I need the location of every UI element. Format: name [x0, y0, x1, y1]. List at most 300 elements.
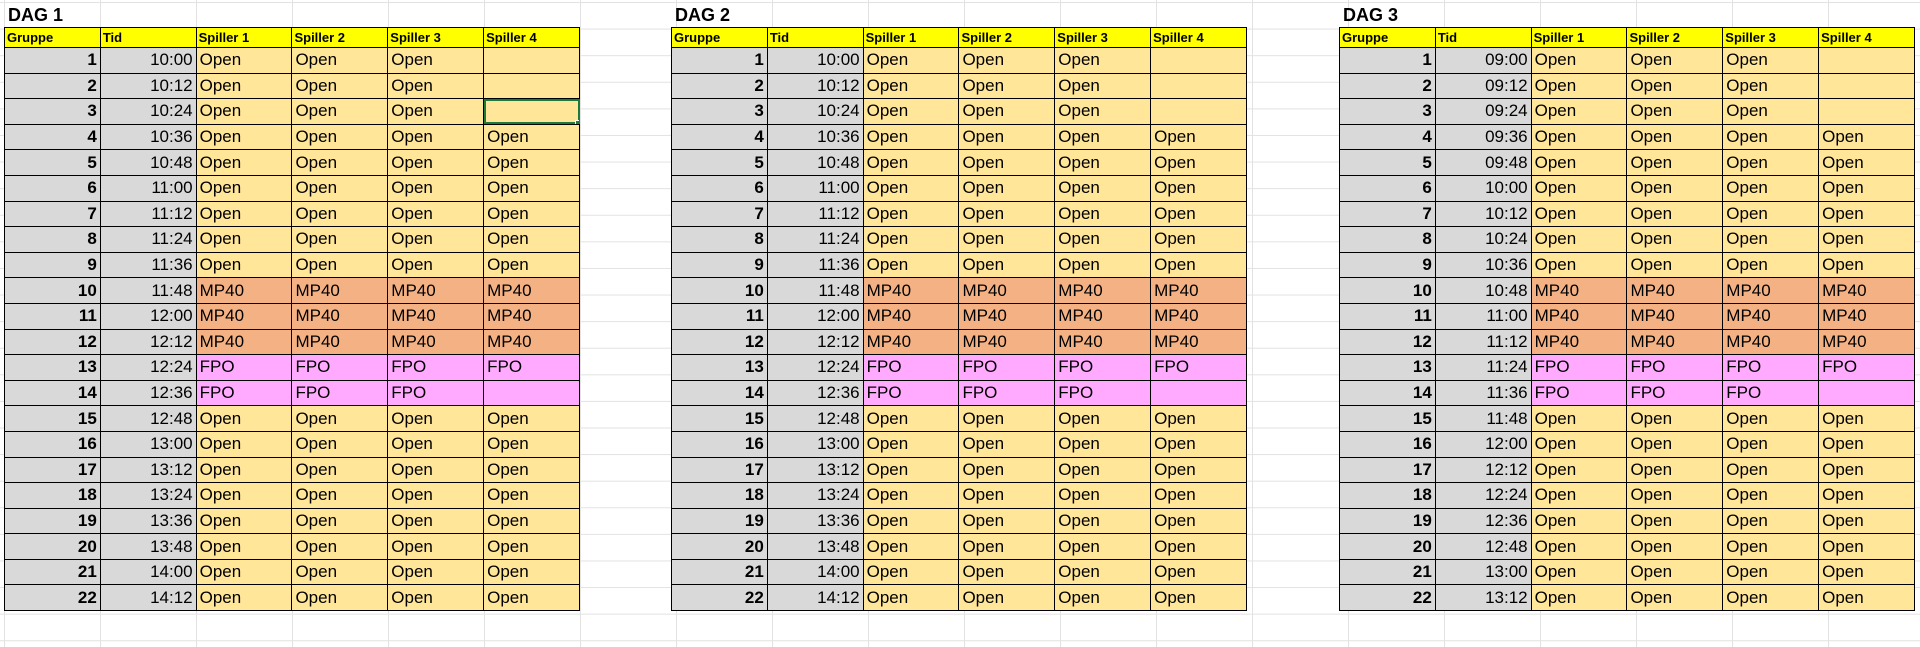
player-cell[interactable]: Open [1531, 124, 1627, 150]
time-cell[interactable]: 10:24 [1435, 227, 1531, 253]
player-cell[interactable]: Open [388, 534, 484, 560]
player-cell[interactable]: Open [1151, 585, 1247, 611]
player-cell[interactable]: Open [1723, 483, 1819, 509]
group-cell[interactable]: 20 [1340, 534, 1436, 560]
player-cell[interactable]: Open [196, 73, 292, 99]
player-cell[interactable]: Open [1151, 534, 1247, 560]
time-cell[interactable]: 10:36 [767, 124, 863, 150]
player-cell[interactable]: Open [1151, 150, 1247, 176]
player-cell[interactable]: Open [1627, 406, 1723, 432]
group-cell[interactable]: 17 [1340, 457, 1436, 483]
player-cell[interactable]: Open [863, 99, 959, 125]
player-cell[interactable]: Open [388, 406, 484, 432]
player-cell[interactable]: Open [388, 201, 484, 227]
player-cell[interactable]: Open [1819, 175, 1915, 201]
player-cell[interactable]: Open [863, 431, 959, 457]
group-cell[interactable]: 17 [5, 457, 101, 483]
player-cell[interactable]: Open [196, 48, 292, 74]
group-cell[interactable]: 14 [1340, 380, 1436, 406]
time-cell[interactable]: 11:00 [767, 175, 863, 201]
group-cell[interactable]: 16 [1340, 431, 1436, 457]
time-cell[interactable]: 12:12 [767, 329, 863, 355]
player-cell[interactable]: Open [863, 457, 959, 483]
time-cell[interactable]: 11:00 [1435, 303, 1531, 329]
player-cell[interactable]: MP40 [959, 329, 1055, 355]
time-cell[interactable]: 11:24 [100, 227, 196, 253]
time-cell[interactable]: 13:12 [1435, 585, 1531, 611]
player-cell[interactable]: Open [1723, 457, 1819, 483]
player-cell[interactable]: Open [196, 457, 292, 483]
player-cell[interactable]: Open [1723, 252, 1819, 278]
group-cell[interactable]: 10 [672, 278, 768, 304]
column-header[interactable]: Spiller 4 [484, 28, 580, 48]
player-cell[interactable]: Open [1627, 124, 1723, 150]
player-cell[interactable]: Open [1723, 99, 1819, 125]
player-cell[interactable]: Open [196, 150, 292, 176]
player-cell[interactable]: FPO [388, 380, 484, 406]
player-cell[interactable]: Open [1055, 534, 1151, 560]
player-cell[interactable]: MP40 [1151, 329, 1247, 355]
player-cell[interactable] [484, 380, 580, 406]
time-cell[interactable]: 12:12 [100, 329, 196, 355]
group-cell[interactable]: 3 [1340, 99, 1436, 125]
column-header[interactable]: Tid [1435, 28, 1531, 48]
group-cell[interactable]: 22 [672, 585, 768, 611]
time-cell[interactable]: 11:12 [767, 201, 863, 227]
player-cell[interactable]: Open [1531, 73, 1627, 99]
time-cell[interactable]: 12:48 [767, 406, 863, 432]
time-cell[interactable]: 12:48 [100, 406, 196, 432]
time-cell[interactable]: 12:36 [1435, 508, 1531, 534]
player-cell[interactable]: MP40 [1531, 329, 1627, 355]
player-cell[interactable]: Open [484, 124, 580, 150]
time-cell[interactable]: 13:36 [100, 508, 196, 534]
time-cell[interactable]: 13:24 [767, 483, 863, 509]
player-cell[interactable]: FPO [292, 380, 388, 406]
player-cell[interactable]: Open [292, 150, 388, 176]
column-header[interactable]: Spiller 2 [959, 28, 1055, 48]
player-cell[interactable]: Open [1151, 175, 1247, 201]
player-cell[interactable]: Open [1723, 201, 1819, 227]
time-cell[interactable]: 11:24 [1435, 355, 1531, 381]
player-cell[interactable]: Open [484, 457, 580, 483]
player-cell[interactable]: Open [292, 457, 388, 483]
player-cell[interactable] [1151, 380, 1247, 406]
column-header[interactable]: Spiller 4 [1819, 28, 1915, 48]
player-cell[interactable]: MP40 [1723, 303, 1819, 329]
group-cell[interactable]: 10 [1340, 278, 1436, 304]
player-cell[interactable]: Open [1531, 48, 1627, 74]
player-cell[interactable]: Open [1819, 559, 1915, 585]
group-cell[interactable]: 6 [672, 175, 768, 201]
group-cell[interactable]: 8 [672, 227, 768, 253]
player-cell[interactable]: Open [1531, 508, 1627, 534]
player-cell[interactable]: Open [1723, 150, 1819, 176]
column-header[interactable]: Tid [100, 28, 196, 48]
player-cell[interactable]: Open [388, 175, 484, 201]
time-cell[interactable]: 14:00 [767, 559, 863, 585]
time-cell[interactable]: 11:12 [1435, 329, 1531, 355]
player-cell[interactable]: MP40 [484, 303, 580, 329]
time-cell[interactable]: 12:24 [767, 355, 863, 381]
group-cell[interactable]: 17 [672, 457, 768, 483]
player-cell[interactable]: Open [863, 483, 959, 509]
column-header[interactable]: Spiller 1 [1531, 28, 1627, 48]
player-cell[interactable]: MP40 [1055, 329, 1151, 355]
group-cell[interactable]: 19 [672, 508, 768, 534]
player-cell[interactable]: Open [484, 227, 580, 253]
time-cell[interactable]: 14:00 [100, 559, 196, 585]
player-cell[interactable]: FPO [1723, 355, 1819, 381]
player-cell[interactable]: Open [1531, 201, 1627, 227]
group-cell[interactable]: 21 [5, 559, 101, 585]
player-cell[interactable]: Open [863, 201, 959, 227]
player-cell[interactable]: FPO [1531, 380, 1627, 406]
time-cell[interactable]: 13:36 [767, 508, 863, 534]
player-cell[interactable]: Open [1055, 175, 1151, 201]
player-cell[interactable]: MP40 [959, 303, 1055, 329]
time-cell[interactable]: 12:00 [767, 303, 863, 329]
player-cell[interactable]: Open [484, 431, 580, 457]
player-cell[interactable]: Open [196, 252, 292, 278]
player-cell[interactable]: MP40 [863, 303, 959, 329]
player-cell[interactable]: Open [863, 150, 959, 176]
player-cell[interactable]: Open [1531, 559, 1627, 585]
player-cell[interactable]: Open [959, 99, 1055, 125]
group-cell[interactable]: 15 [5, 406, 101, 432]
time-cell[interactable]: 10:36 [100, 124, 196, 150]
player-cell[interactable]: Open [196, 585, 292, 611]
group-cell[interactable]: 4 [1340, 124, 1436, 150]
player-cell[interactable] [1819, 73, 1915, 99]
player-cell[interactable]: Open [1531, 534, 1627, 560]
player-cell[interactable]: Open [388, 73, 484, 99]
player-cell[interactable]: Open [484, 483, 580, 509]
player-cell[interactable]: Open [484, 201, 580, 227]
time-cell[interactable]: 12:24 [1435, 483, 1531, 509]
player-cell[interactable]: MP40 [388, 278, 484, 304]
player-cell[interactable]: Open [1819, 457, 1915, 483]
player-cell[interactable]: Open [292, 559, 388, 585]
player-cell[interactable]: Open [1627, 73, 1723, 99]
column-header[interactable]: Spiller 2 [1627, 28, 1723, 48]
column-header[interactable]: Spiller 2 [292, 28, 388, 48]
player-cell[interactable]: Open [863, 252, 959, 278]
player-cell[interactable]: MP40 [196, 278, 292, 304]
time-cell[interactable]: 10:24 [100, 99, 196, 125]
time-cell[interactable]: 10:12 [1435, 201, 1531, 227]
player-cell[interactable]: FPO [196, 380, 292, 406]
group-cell[interactable]: 21 [1340, 559, 1436, 585]
time-cell[interactable]: 14:12 [100, 585, 196, 611]
player-cell[interactable]: Open [1055, 406, 1151, 432]
player-cell[interactable]: FPO [1627, 355, 1723, 381]
group-cell[interactable]: 21 [672, 559, 768, 585]
player-cell[interactable]: Open [863, 508, 959, 534]
player-cell[interactable]: Open [1627, 99, 1723, 125]
player-cell[interactable]: Open [484, 406, 580, 432]
group-cell[interactable]: 7 [5, 201, 101, 227]
group-cell[interactable]: 5 [5, 150, 101, 176]
player-cell[interactable]: FPO [959, 380, 1055, 406]
player-cell[interactable]: Open [1627, 48, 1723, 74]
group-cell[interactable]: 5 [672, 150, 768, 176]
player-cell[interactable]: MP40 [484, 329, 580, 355]
group-cell[interactable]: 19 [1340, 508, 1436, 534]
time-cell[interactable]: 10:48 [767, 150, 863, 176]
time-cell[interactable]: 13:00 [1435, 559, 1531, 585]
group-cell[interactable]: 7 [1340, 201, 1436, 227]
player-cell[interactable]: Open [959, 73, 1055, 99]
player-cell[interactable]: Open [1531, 457, 1627, 483]
player-cell[interactable]: Open [1819, 227, 1915, 253]
player-cell[interactable]: Open [959, 201, 1055, 227]
player-cell[interactable]: Open [1055, 483, 1151, 509]
group-cell[interactable]: 11 [672, 303, 768, 329]
time-cell[interactable]: 09:00 [1435, 48, 1531, 74]
player-cell[interactable]: Open [292, 175, 388, 201]
player-cell[interactable]: Open [863, 585, 959, 611]
player-cell[interactable]: FPO [292, 355, 388, 381]
player-cell[interactable]: Open [1531, 585, 1627, 611]
player-cell[interactable]: Open [1723, 431, 1819, 457]
player-cell[interactable]: MP40 [1531, 303, 1627, 329]
group-cell[interactable]: 6 [1340, 175, 1436, 201]
group-cell[interactable]: 16 [5, 431, 101, 457]
player-cell[interactable]: Open [1055, 48, 1151, 74]
time-cell[interactable]: 13:12 [767, 457, 863, 483]
player-cell[interactable]: Open [959, 534, 1055, 560]
player-cell[interactable]: Open [1055, 124, 1151, 150]
group-cell[interactable]: 5 [1340, 150, 1436, 176]
player-cell[interactable]: Open [1055, 150, 1151, 176]
time-cell[interactable]: 10:00 [1435, 175, 1531, 201]
player-cell[interactable]: Open [1723, 48, 1819, 74]
player-cell[interactable]: MP40 [1055, 303, 1151, 329]
player-cell[interactable]: Open [959, 406, 1055, 432]
player-cell[interactable]: Open [484, 585, 580, 611]
group-cell[interactable]: 9 [1340, 252, 1436, 278]
player-cell[interactable] [484, 48, 580, 74]
player-cell[interactable]: Open [863, 124, 959, 150]
column-header[interactable]: Spiller 1 [196, 28, 292, 48]
player-cell[interactable]: Open [292, 431, 388, 457]
player-cell[interactable]: Open [1819, 508, 1915, 534]
player-cell[interactable]: Open [1055, 227, 1151, 253]
player-cell[interactable]: Open [1819, 585, 1915, 611]
column-header[interactable]: Spiller 3 [1723, 28, 1819, 48]
group-cell[interactable]: 3 [5, 99, 101, 125]
player-cell[interactable]: Open [1723, 585, 1819, 611]
player-cell[interactable]: FPO [388, 355, 484, 381]
time-cell[interactable]: 10:12 [100, 73, 196, 99]
player-cell[interactable]: MP40 [863, 278, 959, 304]
player-cell[interactable]: Open [1531, 227, 1627, 253]
player-cell[interactable]: Open [959, 585, 1055, 611]
group-cell[interactable]: 19 [5, 508, 101, 534]
player-cell[interactable]: Open [1151, 252, 1247, 278]
player-cell[interactable]: Open [1819, 483, 1915, 509]
column-header[interactable]: Spiller 4 [1151, 28, 1247, 48]
time-cell[interactable]: 10:48 [100, 150, 196, 176]
column-header[interactable]: Gruppe [5, 28, 101, 48]
group-cell[interactable]: 11 [5, 303, 101, 329]
player-cell[interactable]: Open [1819, 431, 1915, 457]
group-cell[interactable]: 18 [672, 483, 768, 509]
group-cell[interactable]: 2 [672, 73, 768, 99]
time-cell[interactable]: 10:00 [100, 48, 196, 74]
player-cell[interactable]: Open [1627, 534, 1723, 560]
player-cell[interactable] [1151, 99, 1247, 125]
time-cell[interactable]: 09:24 [1435, 99, 1531, 125]
player-cell[interactable]: Open [959, 457, 1055, 483]
group-cell[interactable]: 13 [5, 355, 101, 381]
player-cell[interactable]: Open [292, 585, 388, 611]
player-cell[interactable]: Open [959, 124, 1055, 150]
player-cell[interactable]: Open [1531, 150, 1627, 176]
player-cell[interactable]: Open [863, 48, 959, 74]
player-cell[interactable]: Open [196, 227, 292, 253]
group-cell[interactable]: 1 [5, 48, 101, 74]
time-cell[interactable]: 13:12 [100, 457, 196, 483]
player-cell[interactable]: FPO [1151, 355, 1247, 381]
player-cell[interactable]: FPO [484, 355, 580, 381]
player-cell[interactable]: Open [484, 252, 580, 278]
player-cell[interactable]: MP40 [388, 303, 484, 329]
column-header[interactable]: Spiller 1 [863, 28, 959, 48]
player-cell[interactable]: Open [1151, 227, 1247, 253]
player-cell[interactable]: Open [292, 73, 388, 99]
player-cell[interactable]: Open [1819, 252, 1915, 278]
player-cell[interactable]: Open [196, 534, 292, 560]
player-cell[interactable]: Open [1531, 252, 1627, 278]
player-cell[interactable] [1819, 48, 1915, 74]
group-cell[interactable]: 2 [5, 73, 101, 99]
group-cell[interactable]: 22 [5, 585, 101, 611]
player-cell[interactable]: Open [196, 99, 292, 125]
player-cell[interactable]: Open [1819, 124, 1915, 150]
player-cell[interactable]: Open [1531, 406, 1627, 432]
player-cell[interactable]: Open [1627, 201, 1723, 227]
player-cell[interactable]: MP40 [1627, 303, 1723, 329]
time-cell[interactable]: 12:00 [1435, 431, 1531, 457]
player-cell[interactable] [484, 73, 580, 99]
player-cell[interactable]: Open [196, 483, 292, 509]
player-cell[interactable]: FPO [1531, 355, 1627, 381]
player-cell[interactable]: Open [1723, 534, 1819, 560]
player-cell[interactable]: Open [959, 175, 1055, 201]
player-cell[interactable]: Open [1819, 534, 1915, 560]
column-header[interactable]: Tid [767, 28, 863, 48]
player-cell[interactable]: Open [863, 559, 959, 585]
player-cell[interactable]: FPO [196, 355, 292, 381]
group-cell[interactable]: 15 [672, 406, 768, 432]
player-cell[interactable]: MP40 [196, 329, 292, 355]
player-cell[interactable]: Open [1151, 483, 1247, 509]
player-cell[interactable]: MP40 [196, 303, 292, 329]
player-cell[interactable]: Open [388, 48, 484, 74]
time-cell[interactable]: 11:36 [767, 252, 863, 278]
player-cell[interactable]: FPO [863, 355, 959, 381]
player-cell[interactable]: MP40 [292, 278, 388, 304]
player-cell[interactable]: Open [863, 73, 959, 99]
time-cell[interactable]: 11:48 [100, 278, 196, 304]
time-cell[interactable]: 12:36 [100, 380, 196, 406]
player-cell[interactable]: Open [1055, 201, 1151, 227]
player-cell[interactable]: Open [959, 483, 1055, 509]
player-cell[interactable]: Open [1627, 252, 1723, 278]
time-cell[interactable]: 12:48 [1435, 534, 1531, 560]
player-cell[interactable]: Open [388, 252, 484, 278]
player-cell[interactable]: Open [484, 150, 580, 176]
group-cell[interactable]: 12 [5, 329, 101, 355]
player-cell[interactable]: Open [484, 559, 580, 585]
player-cell[interactable]: Open [1627, 508, 1723, 534]
player-cell[interactable]: Open [1627, 457, 1723, 483]
player-cell[interactable]: Open [959, 431, 1055, 457]
group-cell[interactable]: 20 [672, 534, 768, 560]
player-cell[interactable]: FPO [1055, 380, 1151, 406]
player-cell[interactable]: MP40 [1819, 303, 1915, 329]
player-cell[interactable]: Open [196, 201, 292, 227]
player-cell[interactable]: Open [1055, 99, 1151, 125]
column-header[interactable]: Spiller 3 [388, 28, 484, 48]
player-cell[interactable]: Open [1819, 201, 1915, 227]
player-cell[interactable]: Open [959, 48, 1055, 74]
player-cell[interactable]: MP40 [484, 278, 580, 304]
group-cell[interactable]: 22 [1340, 585, 1436, 611]
player-cell[interactable]: Open [1531, 99, 1627, 125]
player-cell[interactable] [1819, 99, 1915, 125]
player-cell[interactable]: Open [1627, 559, 1723, 585]
player-cell[interactable]: Open [388, 508, 484, 534]
group-cell[interactable]: 12 [1340, 329, 1436, 355]
group-cell[interactable]: 1 [672, 48, 768, 74]
player-cell[interactable]: Open [1627, 150, 1723, 176]
time-cell[interactable]: 10:48 [1435, 278, 1531, 304]
group-cell[interactable]: 3 [672, 99, 768, 125]
player-cell[interactable]: MP40 [1819, 278, 1915, 304]
player-cell[interactable]: Open [1531, 431, 1627, 457]
column-header[interactable]: Gruppe [1340, 28, 1436, 48]
player-cell[interactable]: FPO [863, 380, 959, 406]
group-cell[interactable]: 7 [672, 201, 768, 227]
player-cell[interactable]: Open [196, 559, 292, 585]
player-cell[interactable]: Open [1723, 508, 1819, 534]
player-cell[interactable]: MP40 [1723, 278, 1819, 304]
time-cell[interactable]: 13:48 [100, 534, 196, 560]
time-cell[interactable]: 13:00 [100, 431, 196, 457]
player-cell[interactable]: Open [388, 483, 484, 509]
player-cell[interactable]: Open [1151, 124, 1247, 150]
fill-handle[interactable] [575, 120, 580, 125]
player-cell[interactable]: Open [1531, 483, 1627, 509]
player-cell[interactable]: Open [1151, 201, 1247, 227]
player-cell[interactable]: Open [1723, 175, 1819, 201]
time-cell[interactable]: 12:24 [100, 355, 196, 381]
group-cell[interactable]: 10 [5, 278, 101, 304]
time-cell[interactable]: 12:12 [1435, 457, 1531, 483]
player-cell[interactable]: Open [1151, 457, 1247, 483]
group-cell[interactable]: 1 [1340, 48, 1436, 74]
player-cell[interactable]: Open [388, 457, 484, 483]
time-cell[interactable]: 10:00 [767, 48, 863, 74]
time-cell[interactable]: 10:24 [767, 99, 863, 125]
group-cell[interactable]: 9 [672, 252, 768, 278]
group-cell[interactable]: 8 [5, 227, 101, 253]
player-cell[interactable]: Open [1055, 585, 1151, 611]
player-cell[interactable]: FPO [1055, 355, 1151, 381]
